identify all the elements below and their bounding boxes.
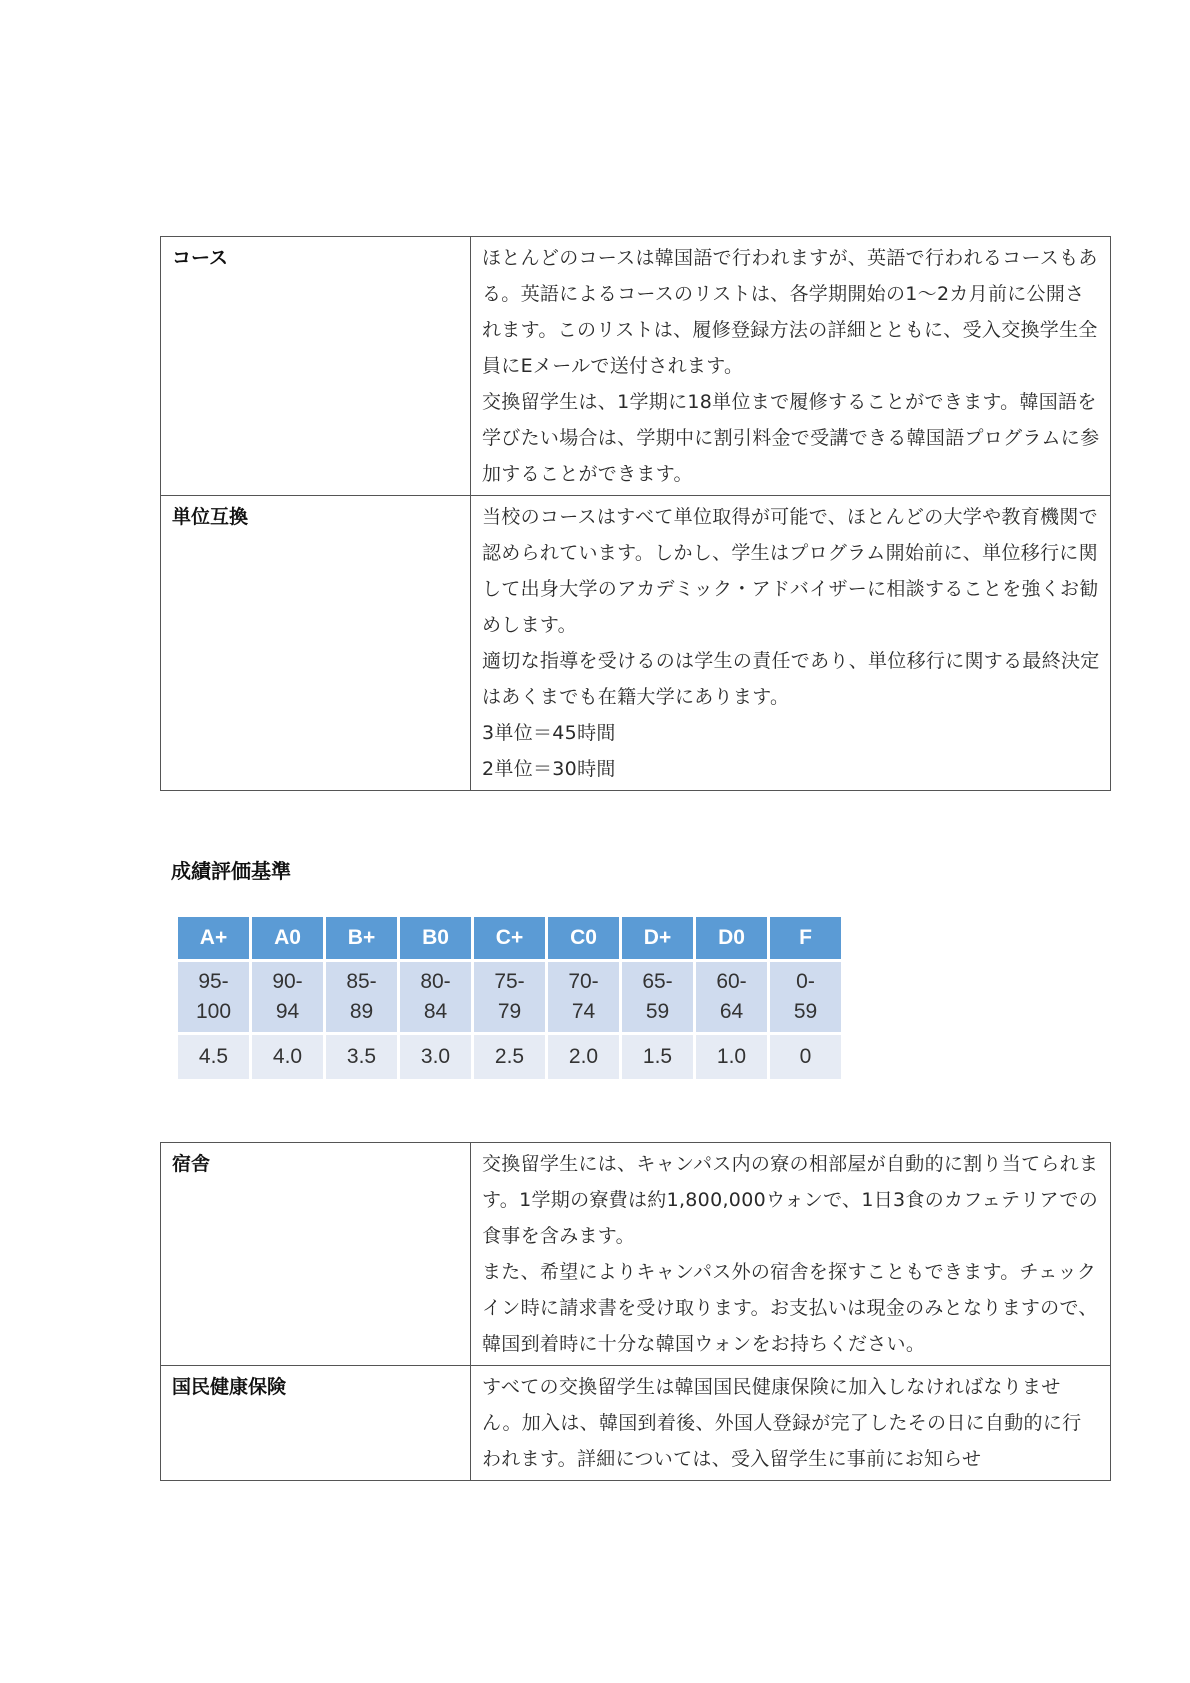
course-info-table (160, 236, 1111, 791)
row-content-course (471, 237, 1111, 496)
grade-header: B0 (400, 917, 471, 959)
row-label-housing: 宿舎 (161, 1143, 471, 1366)
range-end: 74 (571, 1000, 596, 1023)
range-start: 65- (642, 970, 673, 993)
range-end: 84 (423, 1000, 448, 1023)
range-start: 95- (198, 970, 229, 993)
table-row (161, 496, 1111, 791)
score-range-cell (400, 962, 471, 1032)
row-content-health-insurance (471, 1366, 1111, 1481)
range-start: 85- (346, 970, 377, 993)
range-end: 89 (349, 1000, 374, 1023)
score-range-row (178, 962, 841, 1032)
range-start: 80- (420, 970, 451, 993)
score-range-cell (474, 962, 545, 1032)
grade-point-cell: 2.0 (548, 1035, 619, 1079)
range-end: 64 (719, 1000, 744, 1023)
paragraph: ほとんどのコースは韓国語で行われますが、英語で行われるコースもある。英語によるコースのリストは、各学期開始の1〜2カ月前に公開されます。このリストは、履修登録方法の詳細とともに、受入交換学生全員にEメールで送付されます。 (482, 247, 1098, 377)
paragraph: すべての交換留学生は韓国国民健康保険に加入しなければなりません。加入は、韓国到着後、外国人登録が完了したその日に自動的に行われます。詳細については、受入留学生に事前にお知らせ (482, 1376, 1082, 1470)
range-start: 0- (796, 970, 815, 993)
grade-header: D+ (622, 917, 693, 959)
range-end: 59 (793, 1000, 818, 1023)
paragraph: 交換留学生には、キャンパス内の寮の相部屋が自動的に割り当てられます。1学期の寮費は約1,800,000ウォンで、1日3食のカフェテリアでの食事を含みます。 (482, 1153, 1099, 1247)
range-end: 94 (275, 1000, 300, 1023)
grade-header: C0 (548, 917, 619, 959)
grade-point-cell: 4.5 (178, 1035, 249, 1079)
score-range-cell (622, 962, 693, 1032)
paragraph: 2単位＝30時間 (482, 758, 616, 780)
range-end: 79 (497, 1000, 522, 1023)
row-label-course: コース (161, 237, 471, 496)
grade-point-row (178, 1035, 841, 1079)
grading-heading: 成績評価基準 (171, 859, 291, 883)
range-start: 60- (716, 970, 747, 993)
score-range-cell (326, 962, 397, 1032)
row-label-credit-transfer: 単位互換 (161, 496, 471, 791)
score-range-cell (178, 962, 249, 1032)
grade-point-cell: 1.5 (622, 1035, 693, 1079)
table-row (161, 1366, 1111, 1481)
housing-insurance-table (160, 1142, 1111, 1481)
paragraph: また、希望によりキャンパス外の宿舎を探すこともできます。チェックイン時に請求書を受け取ります。お支払いは現金のみとなりますので、韓国到着時に十分な韓国ウォンをお持ちください。 (482, 1261, 1098, 1355)
range-start: 90- (272, 970, 303, 993)
row-content-housing (471, 1143, 1111, 1366)
range-start: 70- (568, 970, 599, 993)
grade-header: C+ (474, 917, 545, 959)
grade-point-cell: 3.0 (400, 1035, 471, 1079)
grade-header: D0 (696, 917, 767, 959)
score-range-cell (770, 962, 841, 1032)
grade-header: A0 (252, 917, 323, 959)
row-content-credit-transfer (471, 496, 1111, 791)
grade-header: B+ (326, 917, 397, 959)
grade-point-cell: 4.0 (252, 1035, 323, 1079)
grade-point-cell: 1.0 (696, 1035, 767, 1079)
range-end: 59 (645, 1000, 670, 1023)
row-label-health-insurance: 国民健康保険 (161, 1366, 471, 1481)
grade-header-row (178, 917, 841, 959)
paragraph: 3単位＝45時間 (482, 722, 616, 744)
range-start: 75- (494, 970, 525, 993)
score-range-cell (252, 962, 323, 1032)
grade-point-cell: 3.5 (326, 1035, 397, 1079)
grade-header: A+ (178, 917, 249, 959)
score-range-cell (548, 962, 619, 1032)
grade-header: F (770, 917, 841, 959)
table-row (161, 237, 1111, 496)
grade-point-cell: 0 (770, 1035, 841, 1079)
table-row (161, 1143, 1111, 1366)
grade-point-cell: 2.5 (474, 1035, 545, 1079)
paragraph: 適切な指導を受けるのは学生の責任であり、単位移行に関する最終決定はあくまでも在籍大学にあります。 (482, 650, 1100, 708)
paragraph: 交換留学生は、1学期に18単位まで履修することができます。韓国語を学びたい場合は、学期中に割引料金で受講できる韓国語プログラムに参加することができます。 (482, 391, 1100, 485)
grading-table (175, 914, 844, 1082)
score-range-cell (696, 962, 767, 1032)
paragraph: 当校のコースはすべて単位取得が可能で、ほとんどの大学や教育機関で認められています。しかし、学生はプログラム開始前に、単位移行に関して出身大学のアカデミック・アドバイザーに相談することを強くお勧めします。 (482, 506, 1099, 636)
range-end: 100 (195, 1000, 232, 1023)
